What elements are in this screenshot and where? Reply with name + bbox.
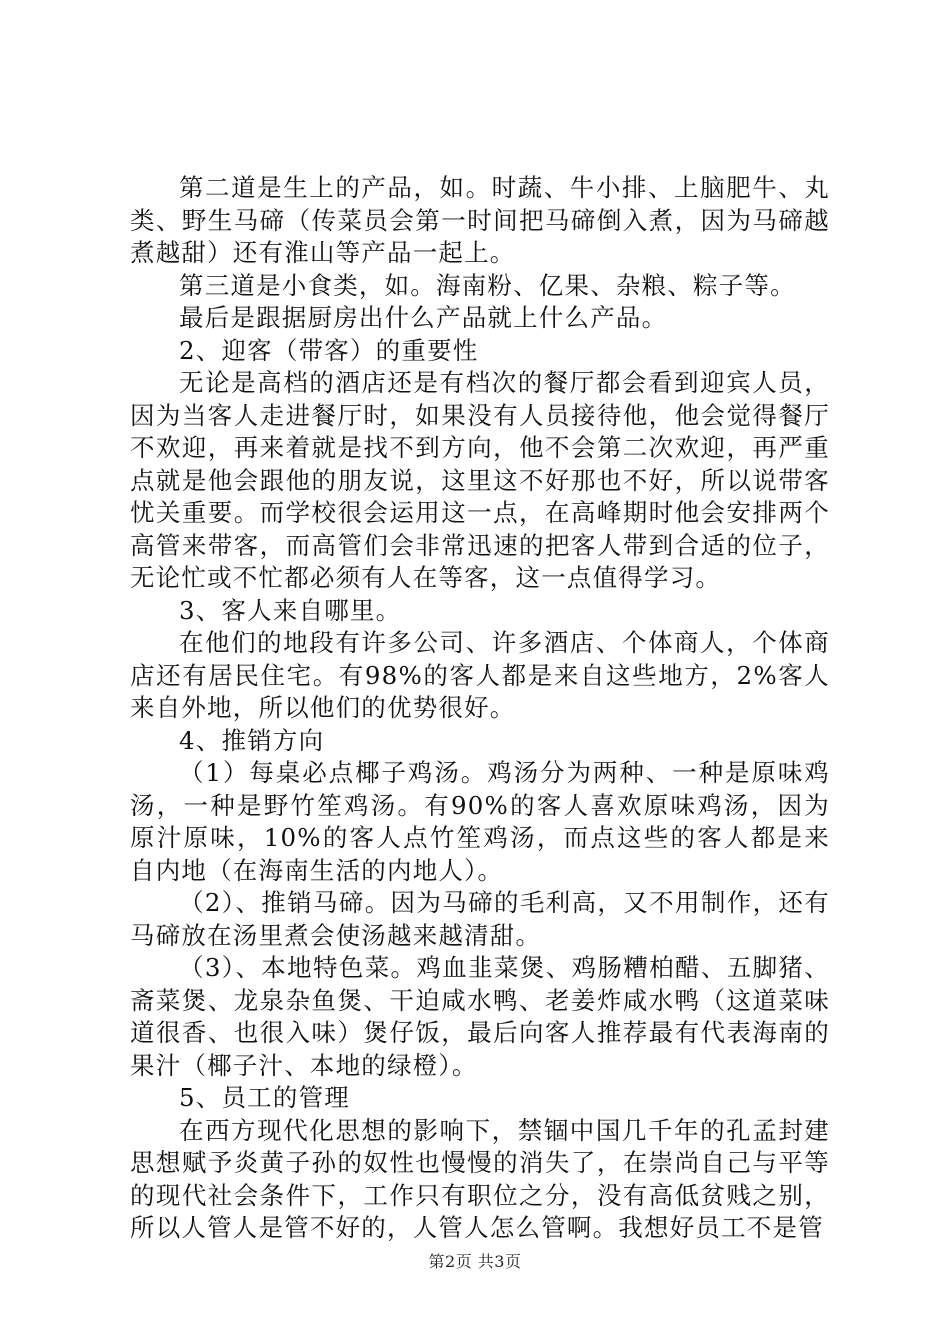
- paragraph-sales-item-2: （2）、推销马碲。因为马碲的毛利高，又不用制作，还有马碲放在汤里煮会使汤越来越清甜。: [130, 888, 830, 950]
- paragraph-sales-item-1: （1）每桌必点椰子鸡汤。鸡汤分为两种、一种是原味鸡汤，一种是野竹笙鸡汤。有90%的客人喜欢原味鸡汤，因为原汁原味，10%的客人点竹笙鸡汤，而点这些的客人都是来自内地（在海南生活的内地人）。: [130, 758, 830, 885]
- paragraph-customer-origin: 在他们的地段有许多公司、许多酒店、个体商人，个体商店还有居民住宅。有98%的客人都是来自这些地方，2%客人来自外地，所以他们的优势很好。: [130, 628, 830, 722]
- paragraph-second-course: 第二道是生上的产品，如。时蔬、牛小排、上脑肥牛、丸类、野生马碲（传菜员会第一时间把马碲倒入煮，因为马碲越煮越甜）还有淮山等产品一起上。: [130, 173, 830, 267]
- section-heading-staff: 5、员工的管理: [179, 1083, 350, 1112]
- paragraph-sales-item-3: （3）、本地特色菜。鸡血韭菜煲、鸡肠糟柏醋、五脚猪、斋菜煲、龙泉杂鱼煲、干迫咸水鸭、老姜炸咸水鸭（这道菜味道很香、也很入味）煲仔饭，最后向客人推荐最有代表海南的果汁（椰子汁、本地的绿橙）。: [130, 953, 830, 1080]
- document-body: [130, 172, 830, 1245]
- section-heading-sales: 4、推销方向: [179, 725, 325, 755]
- section-heading-greeting: 2、迎客（带客）的重要性: [179, 335, 479, 365]
- page-number-footer: 第2页 共3页: [428, 1252, 522, 1271]
- paragraph-third-course: 第三道是小食类，如。海南粉、亿果、杂粮、粽子等。: [179, 270, 796, 300]
- paragraph-staff-management: 在西方现代化思想的影响下，禁锢中国几千年的孔孟封建思想赋予炎黄子孙的奴性也慢慢的消失了，在崇尚自己与平等的现代社会条件下，工作只有职位之分，没有高低贫贱之别，所以人管人是管不好的，人管人怎么管啊。我想好员工不是管: [130, 1115, 830, 1242]
- section-heading-customers: 3、客人来自哪里。: [179, 595, 402, 625]
- paragraph-last-course: 最后是跟据厨房出什么产品就上什么产品。: [179, 303, 668, 332]
- paragraph-greeting-importance: 无论是高档的酒店还是有档次的餐厅都会看到迎宾人员，因为当客人走进餐厅时，如果没有人员接待他，他会觉得餐厅不欢迎，再来着就是找不到方向，他不会第二次欢迎，再严重点就是他会跟他的朋友说，这里这不好那也不好，所以说带客忧关重要。而学校很会运用这一点，在高峰期时他会安排两个高管来带客，而高管们会非常迅速的把客人带到合适的位子，无论忙或不忙都必须有人在等客，这一点值得学习。: [130, 368, 830, 592]
